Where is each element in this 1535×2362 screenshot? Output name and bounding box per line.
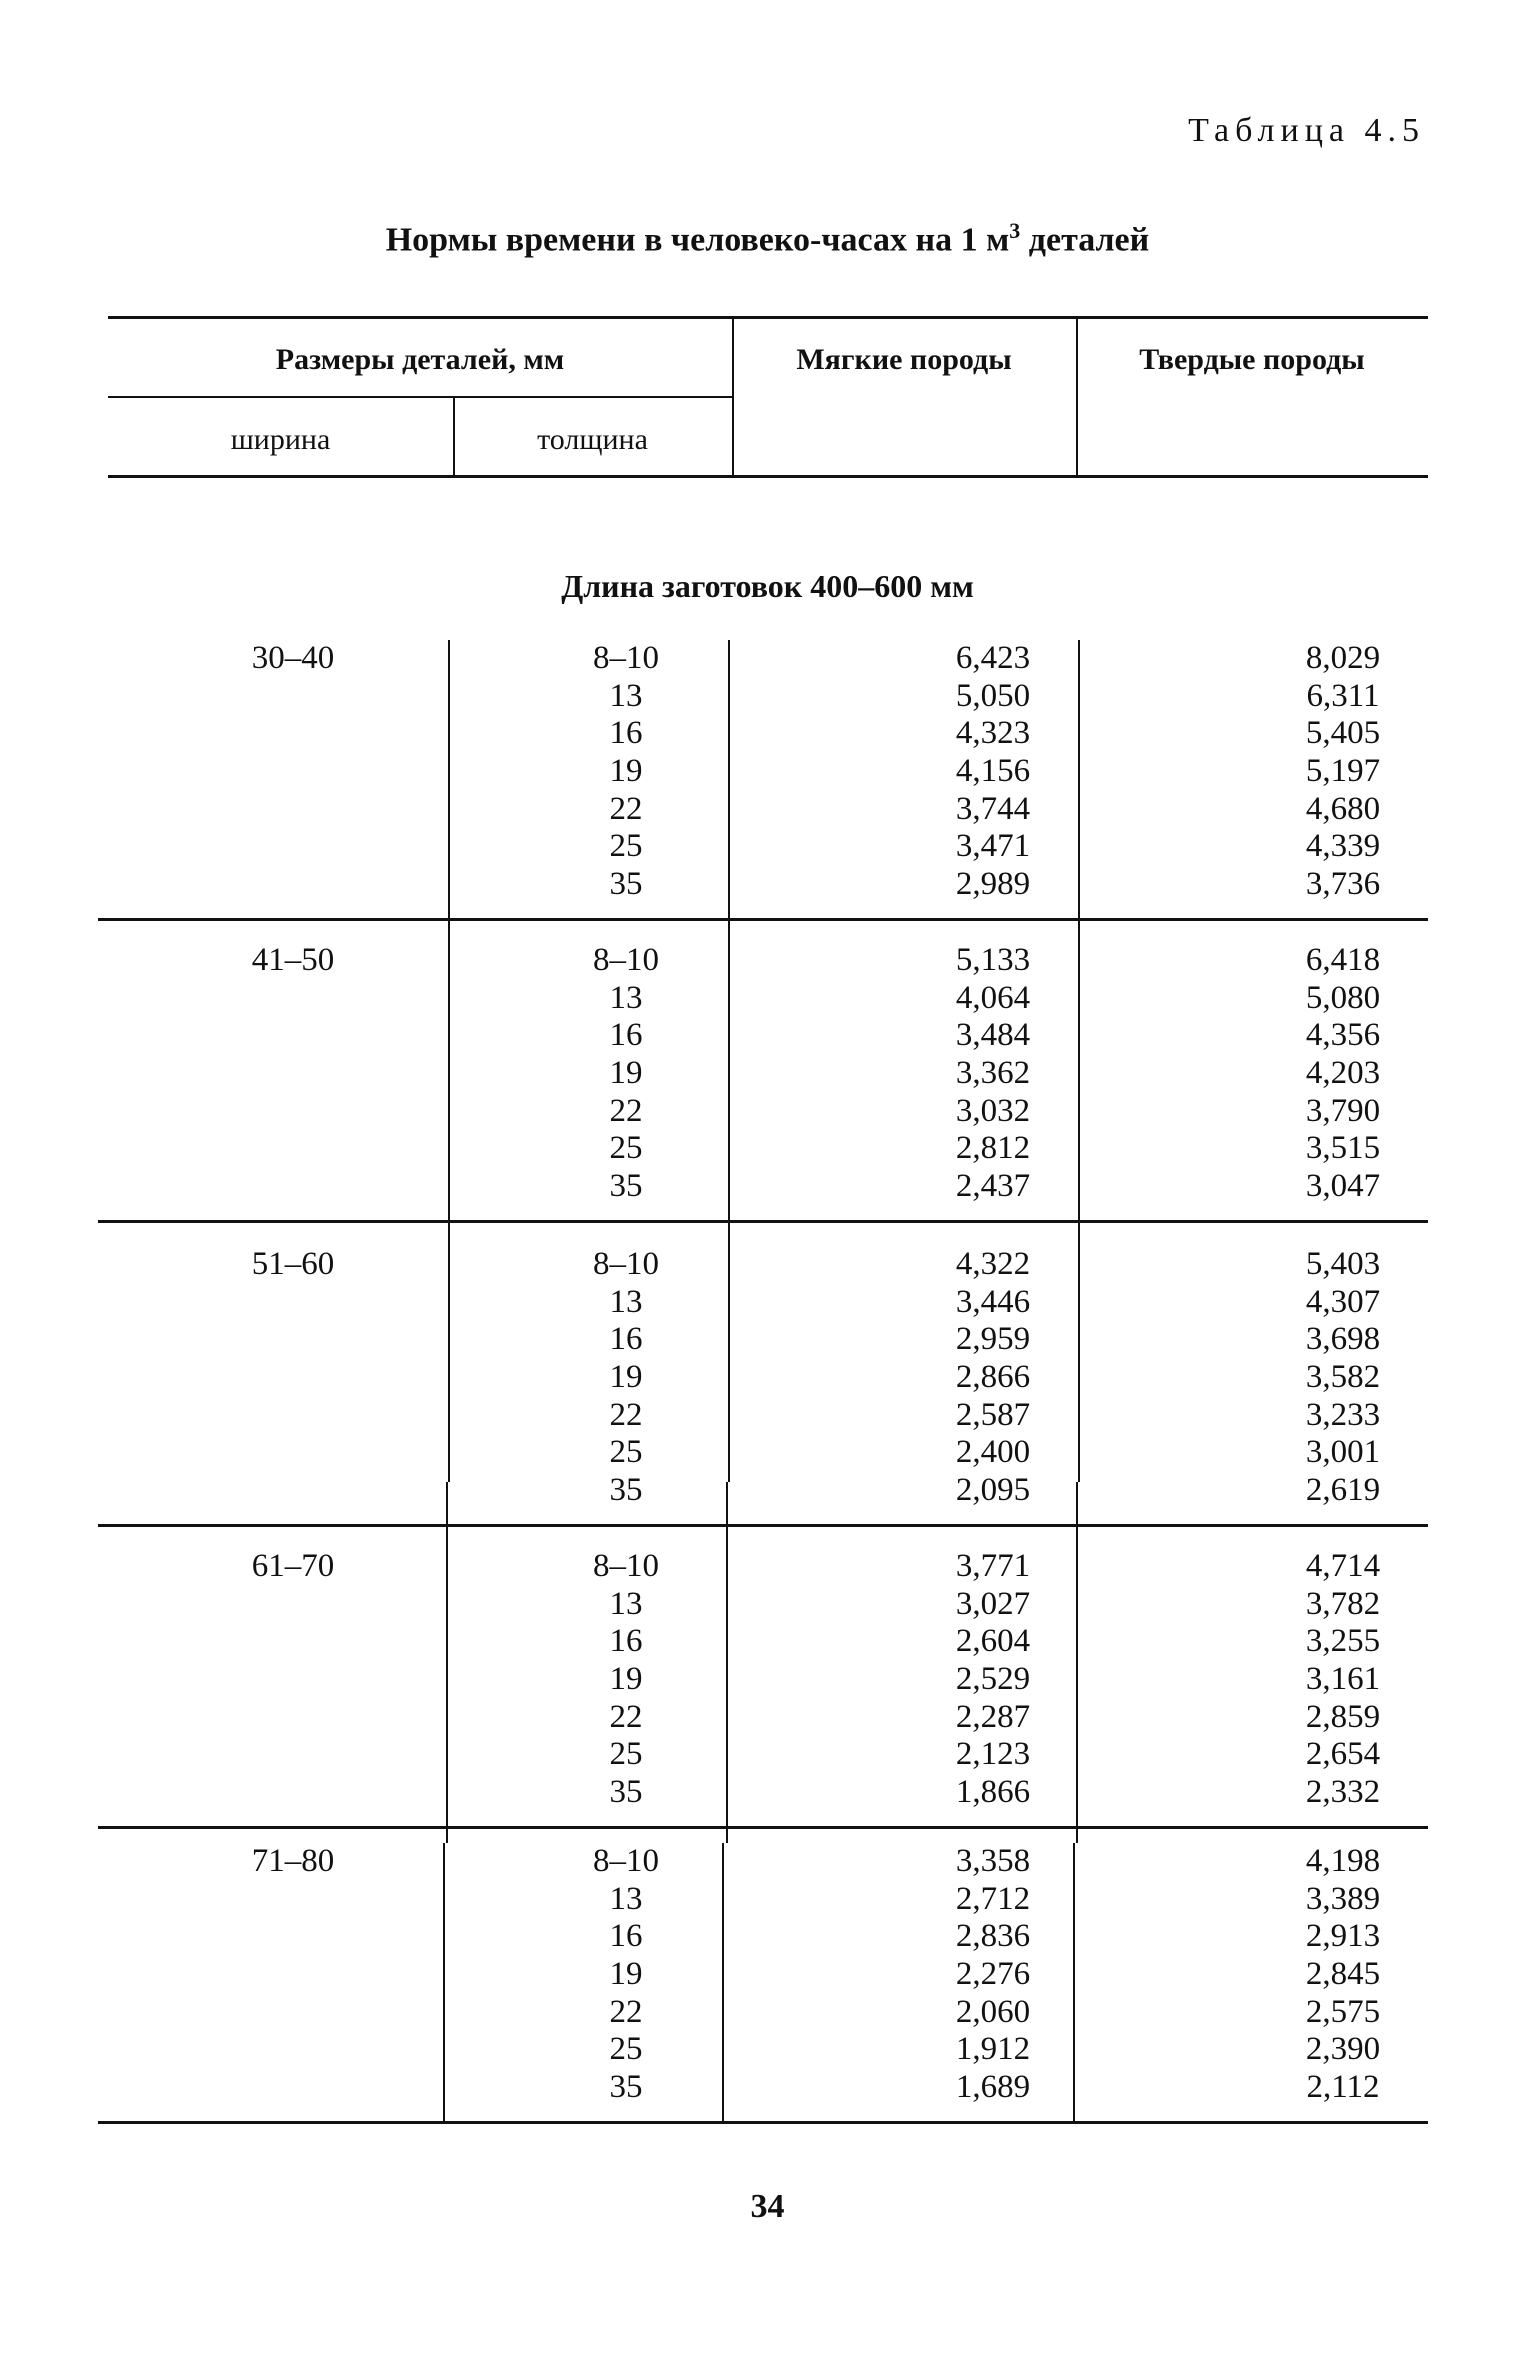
title-superscript: 3 [1009, 218, 1021, 243]
thickness-value: 13 [609, 1283, 643, 1320]
soft-column [798, 1246, 1188, 1510]
thickness-value: 16 [609, 715, 643, 752]
soft-value: 2,095 [955, 1472, 1031, 1509]
header-soft: Мягкие породы [796, 343, 1012, 376]
soft-column [798, 1843, 1188, 2107]
page-number: 34 [750, 2188, 785, 2225]
hard-value: 4,356 [1305, 1017, 1381, 1054]
thickness-value: 19 [609, 1055, 643, 1092]
thickness-value: 13 [609, 677, 643, 714]
soft-value: 4,323 [955, 715, 1031, 752]
column-rule [1076, 1482, 1078, 1843]
thickness-value: 8–10 [593, 1548, 659, 1584]
thickness-value: 22 [609, 1092, 643, 1129]
soft-value: 2,529 [955, 1661, 1031, 1698]
thickness-column [446, 1246, 806, 1510]
hard-value: 4,203 [1305, 1055, 1381, 1092]
soft-value: 3,446 [955, 1283, 1031, 1320]
soft-column [798, 640, 1188, 904]
soft-value: 2,959 [955, 1321, 1031, 1358]
hard-value: 3,515 [1305, 1130, 1381, 1167]
column-rule [446, 1482, 448, 1843]
soft-value: 2,712 [955, 1880, 1031, 1917]
hard-value: 2,654 [1305, 1736, 1381, 1773]
thickness-value: 25 [609, 828, 643, 865]
hard-value: 3,255 [1305, 1623, 1381, 1660]
hard-column [1148, 942, 1535, 1206]
hard-value: 2,913 [1305, 1918, 1381, 1955]
hard-value: 5,403 [1305, 1246, 1381, 1282]
hard-value: 2,845 [1305, 1956, 1381, 1993]
thickness-value: 13 [609, 979, 643, 1016]
thickness-value: 25 [609, 1130, 643, 1167]
thickness-value: 16 [609, 1017, 643, 1054]
soft-value: 4,064 [955, 979, 1031, 1016]
soft-column [798, 942, 1188, 1206]
soft-value: 2,123 [955, 1736, 1031, 1773]
header-thickness: толщина [537, 423, 648, 456]
hard-value: 4,714 [1305, 1548, 1381, 1584]
soft-value: 6,423 [955, 640, 1031, 676]
thickness-value: 35 [609, 1774, 643, 1811]
thickness-value: 13 [609, 1880, 643, 1917]
group-width: 30–40 [251, 640, 335, 676]
soft-value: 5,133 [955, 942, 1031, 978]
header-width: ширина [230, 423, 331, 456]
hard-value: 3,698 [1305, 1321, 1381, 1358]
soft-value: 2,812 [955, 1130, 1031, 1167]
thickness-value: 35 [609, 866, 643, 903]
thickness-column [446, 640, 806, 904]
table-label: Таблица 4.5 [1188, 112, 1425, 149]
soft-value: 1,912 [955, 2031, 1031, 2068]
soft-value: 2,400 [955, 1434, 1031, 1471]
column-rule [1078, 640, 1080, 1482]
thickness-value: 25 [609, 1434, 643, 1471]
thickness-value: 16 [609, 1623, 643, 1660]
thickness-value: 25 [609, 2031, 643, 2068]
hard-value: 4,680 [1305, 790, 1381, 827]
title-text: Нормы времени в человеко-часах на 1 м [385, 221, 1010, 259]
header-divider [108, 396, 732, 398]
hard-value: 3,001 [1305, 1434, 1381, 1471]
thickness-column [446, 1843, 806, 2107]
soft-value: 5,050 [955, 677, 1031, 714]
thickness-value: 19 [609, 1661, 643, 1698]
hard-column [1148, 1548, 1535, 1812]
hard-value: 2,575 [1305, 1993, 1381, 2030]
thickness-value: 22 [609, 790, 643, 827]
table-title [0, 218, 1535, 259]
group-separator [98, 2121, 1428, 2124]
hard-value: 2,859 [1305, 1698, 1381, 1735]
hard-value: 3,782 [1305, 1585, 1381, 1622]
thickness-value: 19 [609, 753, 643, 790]
thickness-column [446, 942, 806, 1206]
soft-value: 2,866 [955, 1359, 1031, 1396]
hard-value: 3,790 [1305, 1092, 1381, 1129]
soft-value: 2,836 [955, 1918, 1031, 1955]
soft-value: 2,287 [955, 1698, 1031, 1735]
group-width: 61–70 [251, 1548, 335, 1584]
hard-value: 3,047 [1305, 1168, 1381, 1205]
group-separator [98, 1826, 1428, 1829]
thickness-value: 8–10 [593, 640, 659, 676]
thickness-value: 35 [609, 2069, 643, 2106]
hard-value: 2,112 [1306, 2069, 1380, 2106]
hard-value: 3,233 [1305, 1396, 1381, 1433]
hard-value: 4,198 [1305, 1843, 1381, 1879]
hard-value: 5,197 [1305, 753, 1381, 790]
soft-value: 2,437 [955, 1168, 1031, 1205]
hard-column [1148, 640, 1535, 904]
soft-value: 2,060 [955, 1993, 1031, 2030]
hard-value: 6,311 [1306, 677, 1380, 714]
thickness-value: 22 [609, 1993, 643, 2030]
soft-value: 2,587 [955, 1396, 1031, 1433]
hard-value: 2,332 [1305, 1774, 1381, 1811]
thickness-column [446, 1548, 806, 1812]
hard-value: 3,389 [1305, 1880, 1381, 1917]
column-rule [1073, 1843, 1075, 2123]
soft-value: 3,471 [955, 828, 1031, 865]
header-sizes: Размеры деталей, мм [275, 343, 565, 376]
column-rule [728, 640, 730, 1482]
group-width: 41–50 [251, 942, 335, 978]
hard-value: 5,080 [1305, 979, 1381, 1016]
thickness-value: 35 [609, 1168, 643, 1205]
thickness-value: 16 [609, 1918, 643, 1955]
soft-value: 4,156 [955, 753, 1031, 790]
soft-value: 3,027 [955, 1585, 1031, 1622]
soft-value: 2,989 [955, 866, 1031, 903]
thickness-value: 8–10 [593, 942, 659, 978]
hard-value: 2,390 [1305, 2031, 1381, 2068]
hard-value: 4,307 [1305, 1283, 1381, 1320]
thickness-value: 16 [609, 1321, 643, 1358]
column-rule [722, 1843, 724, 2123]
group-width: 71–80 [251, 1843, 335, 1879]
thickness-value: 22 [609, 1698, 643, 1735]
hard-value: 4,339 [1305, 828, 1381, 865]
thickness-value: 22 [609, 1396, 643, 1433]
hard-value: 6,418 [1305, 942, 1381, 978]
thickness-value: 8–10 [593, 1843, 659, 1879]
thickness-value: 19 [609, 1956, 643, 1993]
group-width: 51–60 [251, 1246, 335, 1282]
group-separator [98, 1220, 1428, 1223]
column-rule [448, 640, 450, 1482]
thickness-value: 8–10 [593, 1246, 659, 1282]
column-rule [443, 1843, 445, 2123]
hard-value: 3,736 [1305, 866, 1381, 903]
hard-column [1148, 1843, 1535, 2107]
soft-value: 3,744 [955, 790, 1031, 827]
soft-value: 3,484 [955, 1017, 1031, 1054]
hard-column [1148, 1246, 1535, 1510]
table-subtitle: Длина заготовок 400–600 мм [561, 568, 974, 604]
soft-value: 3,358 [955, 1843, 1031, 1879]
soft-column [798, 1548, 1188, 1812]
thickness-value: 35 [609, 1472, 643, 1509]
hard-value: 3,582 [1305, 1359, 1381, 1396]
column-rule [726, 1482, 728, 1843]
group-separator [98, 1524, 1428, 1527]
hard-value: 5,405 [1305, 715, 1381, 752]
hard-value: 8,029 [1305, 640, 1381, 676]
soft-value: 3,032 [955, 1092, 1031, 1129]
thickness-value: 25 [609, 1736, 643, 1773]
hard-value: 2,619 [1305, 1472, 1381, 1509]
group-separator [98, 918, 1428, 921]
table-header [108, 316, 1428, 478]
thickness-value: 19 [609, 1359, 643, 1396]
thickness-value: 13 [609, 1585, 643, 1622]
title-suffix: деталей [1028, 221, 1150, 259]
soft-value: 3,362 [955, 1055, 1031, 1092]
soft-value: 1,866 [955, 1774, 1031, 1811]
hard-value: 3,161 [1305, 1661, 1381, 1698]
soft-value: 3,771 [955, 1548, 1031, 1584]
soft-value: 2,276 [955, 1956, 1031, 1993]
soft-value: 4,322 [955, 1246, 1031, 1282]
soft-value: 1,689 [955, 2069, 1031, 2106]
soft-value: 2,604 [955, 1623, 1031, 1660]
header-hard: Твердые породы [1139, 343, 1365, 376]
